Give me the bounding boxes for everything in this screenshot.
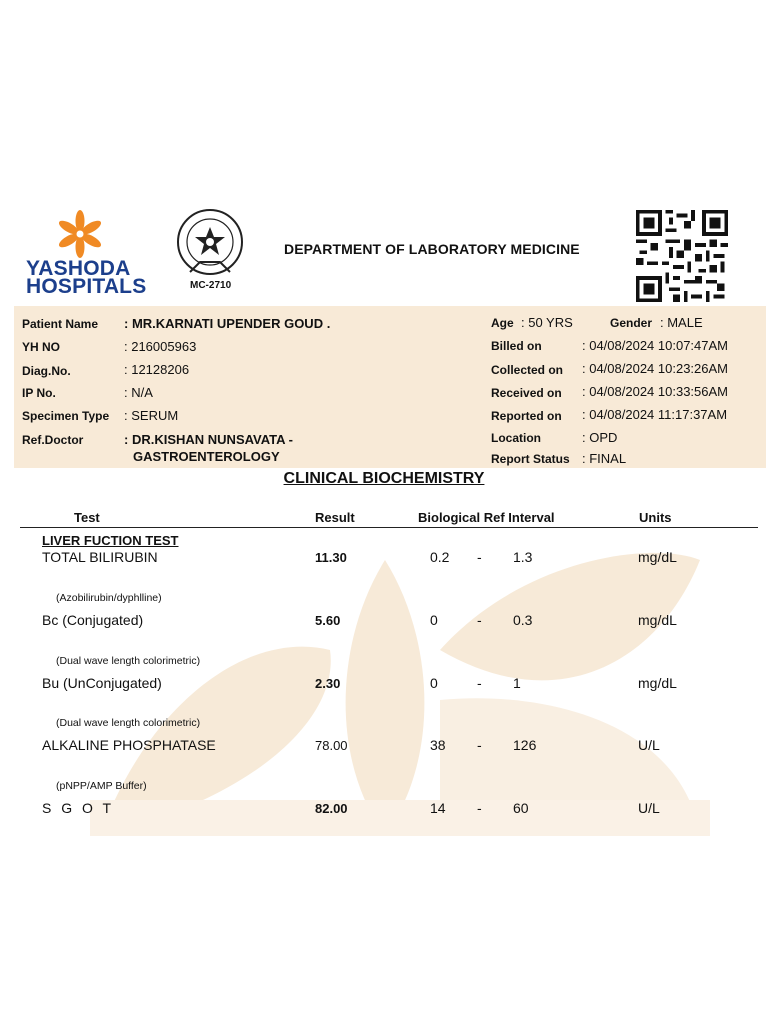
specimen-type-value: : SERUM <box>124 408 179 423</box>
specimen-type-label: Specimen Type <box>22 409 110 423</box>
accreditation-seal-icon <box>172 206 252 286</box>
ref-doctor-label: Ref.Doctor <box>22 433 84 447</box>
test-units: mg/dL <box>638 549 677 565</box>
received-on-value: : 04/08/2024 10:33:56AM <box>582 384 729 399</box>
header-test: Test <box>74 510 100 525</box>
hospital-name-line1: YASHODA <box>26 257 131 280</box>
location-label: Location <box>491 431 541 445</box>
test-method: (Dual wave length colorimetric) <box>56 655 201 667</box>
test-result: 5.60 <box>315 613 341 628</box>
test-result: 78.00 <box>315 738 348 753</box>
ref-low: 0 <box>430 675 438 691</box>
test-method: (pNPP/AMP Buffer) <box>56 780 147 792</box>
test-units: U/L <box>638 737 660 753</box>
ref-dash: - <box>477 612 482 628</box>
diag-no-label: Diag.No. <box>22 364 71 378</box>
ref-high: 126 <box>513 737 537 753</box>
patient-name-label: Patient Name <box>22 317 99 331</box>
test-units: mg/dL <box>638 675 677 691</box>
report-status-value: : FINAL <box>582 451 627 466</box>
reported-on-label: Reported on <box>491 409 562 423</box>
test-units: mg/dL <box>638 612 677 628</box>
test-units: U/L <box>638 800 660 816</box>
department-title: DEPARTMENT OF LABORATORY MEDICINE <box>284 241 580 257</box>
test-method: (Azobilirubin/dyphlline) <box>56 592 162 604</box>
ref-low: 38 <box>430 737 446 753</box>
hospital-name-line2: HOSPITALS <box>26 275 147 298</box>
test-result: 82.00 <box>315 801 348 816</box>
ref-low: 14 <box>430 800 446 816</box>
header-units: Units <box>639 510 672 525</box>
ip-no-value: : N/A <box>124 385 153 400</box>
age-label: Age <box>491 316 514 330</box>
test-name: ALKALINE PHOSPHATASE <box>42 737 216 753</box>
test-method: (Dual wave length colorimetric) <box>56 717 201 729</box>
reported-on-value: : 04/08/2024 11:17:37AM <box>582 407 728 422</box>
diag-no-value: : 12128206 <box>124 362 190 377</box>
test-result: 11.30 <box>315 550 347 565</box>
header-ref-interval: Biological Ref Interval <box>418 510 555 525</box>
yh-no-value: : 216005963 <box>124 339 197 354</box>
ref-doctor-specialty: GASTROENTEROLOGY <box>133 449 280 464</box>
header-result: Result <box>315 510 355 525</box>
section-title: CLINICAL BIOCHEMISTRY <box>283 470 485 487</box>
ref-high: 1.3 <box>513 549 533 565</box>
ref-high: 60 <box>513 800 529 816</box>
test-name: Bc (Conjugated) <box>42 612 144 628</box>
ref-dash: - <box>477 549 482 565</box>
test-name: Bu (UnConjugated) <box>42 675 162 691</box>
gender-value: : MALE <box>660 315 703 330</box>
mc-code: MC-2710 <box>190 280 232 291</box>
collected-on-value: : 04/08/2024 10:23:26AM <box>582 361 729 376</box>
ref-high: 0.3 <box>513 612 533 628</box>
yh-no-label: YH NO <box>22 340 61 354</box>
location-value: : OPD <box>582 430 618 445</box>
header-divider <box>20 527 758 528</box>
test-name: TOTAL BILIRUBIN <box>42 549 158 565</box>
group-title: LIVER FUCTION TEST <box>42 533 179 548</box>
collected-on-label: Collected on <box>491 363 564 377</box>
ref-doctor-value: : DR.KISHAN NUNSAVATA - <box>124 432 293 447</box>
ref-low: 0.2 <box>430 549 450 565</box>
billed-on-value: : 04/08/2024 10:07:47AM <box>582 338 729 353</box>
ref-high: 1 <box>513 675 521 691</box>
received-on-label: Received on <box>491 386 562 400</box>
report-status-label: Report Status <box>491 452 570 466</box>
hospital-logo <box>14 204 147 298</box>
billed-on-label: Billed on <box>491 339 542 353</box>
qr-code-icon <box>636 210 728 302</box>
test-result: 2.30 <box>315 676 341 691</box>
age-value: : 50 YRS <box>521 315 573 330</box>
ref-dash: - <box>477 800 482 816</box>
ref-dash: - <box>477 737 482 753</box>
test-name: S G O T <box>42 800 115 816</box>
flower-logo-icon <box>56 210 104 258</box>
ip-no-label: IP No. <box>22 386 56 400</box>
ref-low: 0 <box>430 612 438 628</box>
patient-name-value: : MR.KARNATI UPENDER GOUD . <box>124 316 331 331</box>
gender-label: Gender <box>610 316 653 330</box>
ref-dash: - <box>477 675 482 691</box>
